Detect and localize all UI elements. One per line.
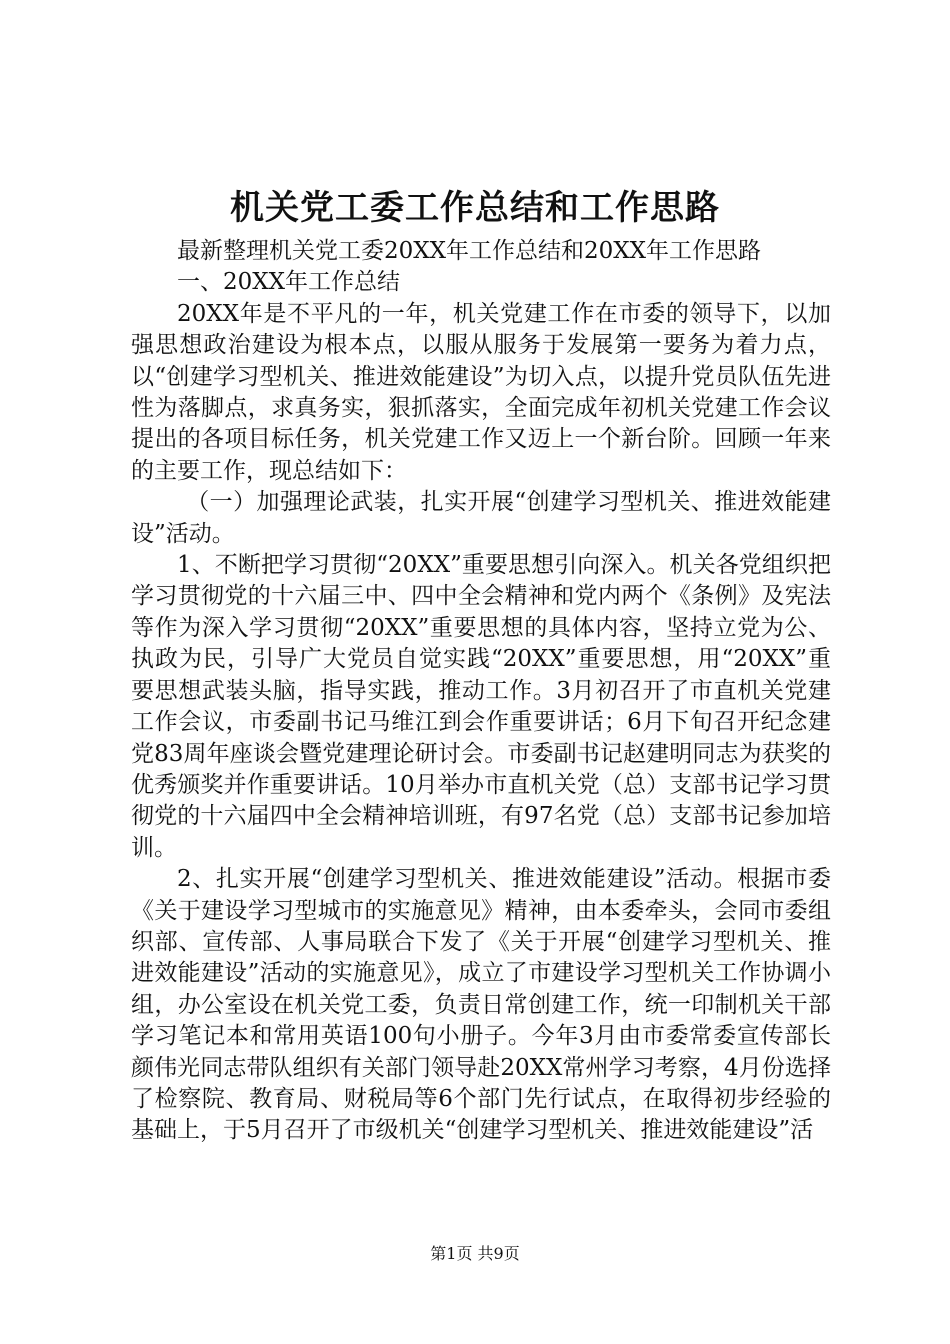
intro-paragraph: 20XX年是不平凡的一年，机关党建工作在市委的领导下，以加强思想政治建设为根本点，以服从服务于发展第一要务为着力点，以“创建学习型机关、推进效能建设”为切入点，以提升党员队伍先进性为落脚点，求真务实，狠抓落实，全面完成年初机关党建工作会议提出的各项目标任务，机关党建工作又迈上一个新台阶。回顾一年来的主要工作，现总结如下：	[131, 300, 831, 484]
document-title: 机关党工委工作总结和工作思路	[230, 188, 720, 228]
paragraph-item-1: 1、不断把学习贯彻“20XX”重要思想引向深入。机关各党组织把学习贯彻党的十六届三中、四中全会精神和党内两个《条例》及宪法等作为深入学习贯彻“20XX”重要思想的具体内容，坚持立党为公、执政为民，引导广大党员自觉实践“20XX”重要思想，用“20XX”重要思想武装头脑，指导实践，推动工作。3月初召开了市直机关党建工作会议，市委副书记马维江到会作重要讲话；6月下旬召开纪念建党83周年座谈会暨党建理论研讨会。市委副书记赵建明同志为获奖的优秀颁奖并作重要讲话。10月举办市直机关党（总）支部书记学习贯彻党的十六届四中全会精神培训班，有97名党（总）支部书记参加培训。	[131, 552, 831, 861]
paragraph-item-2: 2、扎实开展“创建学习型机关、推进效能建设”活动。根据市委《关于建设学习型城市的实施意见》精神，由本委牵头，会同市委组织部、宣传部、人事局联合下发了《关于开展“创建学习型机关、推进效能建设”活动的实施意见》，成立了市建设学习型机关工作协调小组，办公室设在机关党工委，负责日常创建工作，统一印制机关干部学习笔记本和常用英语100句小册子。今年3月由市委常委宣传部长颜伟光同志带队组织有关部门领导赴20XX常州学习考察，4月份选择了检察院、教育局、财税局等6个部门先行试点，在取得初步经验的基础上，于5月召开了市级机关“创建学习型机关、推进效能建设”活	[131, 866, 831, 1144]
document-body	[131, 236, 831, 1147]
page-footer: 第1页 共9页	[430, 1244, 520, 1263]
subtitle-paragraph: 最新整理机关党工委20XX年工作总结和20XX年工作思路	[177, 238, 762, 264]
subsection-heading: （一）加强理论武装，扎实开展“创建学习型机关、推进效能建设”活动。	[131, 489, 831, 547]
section-heading: 一、20XX年工作总结	[177, 269, 401, 296]
